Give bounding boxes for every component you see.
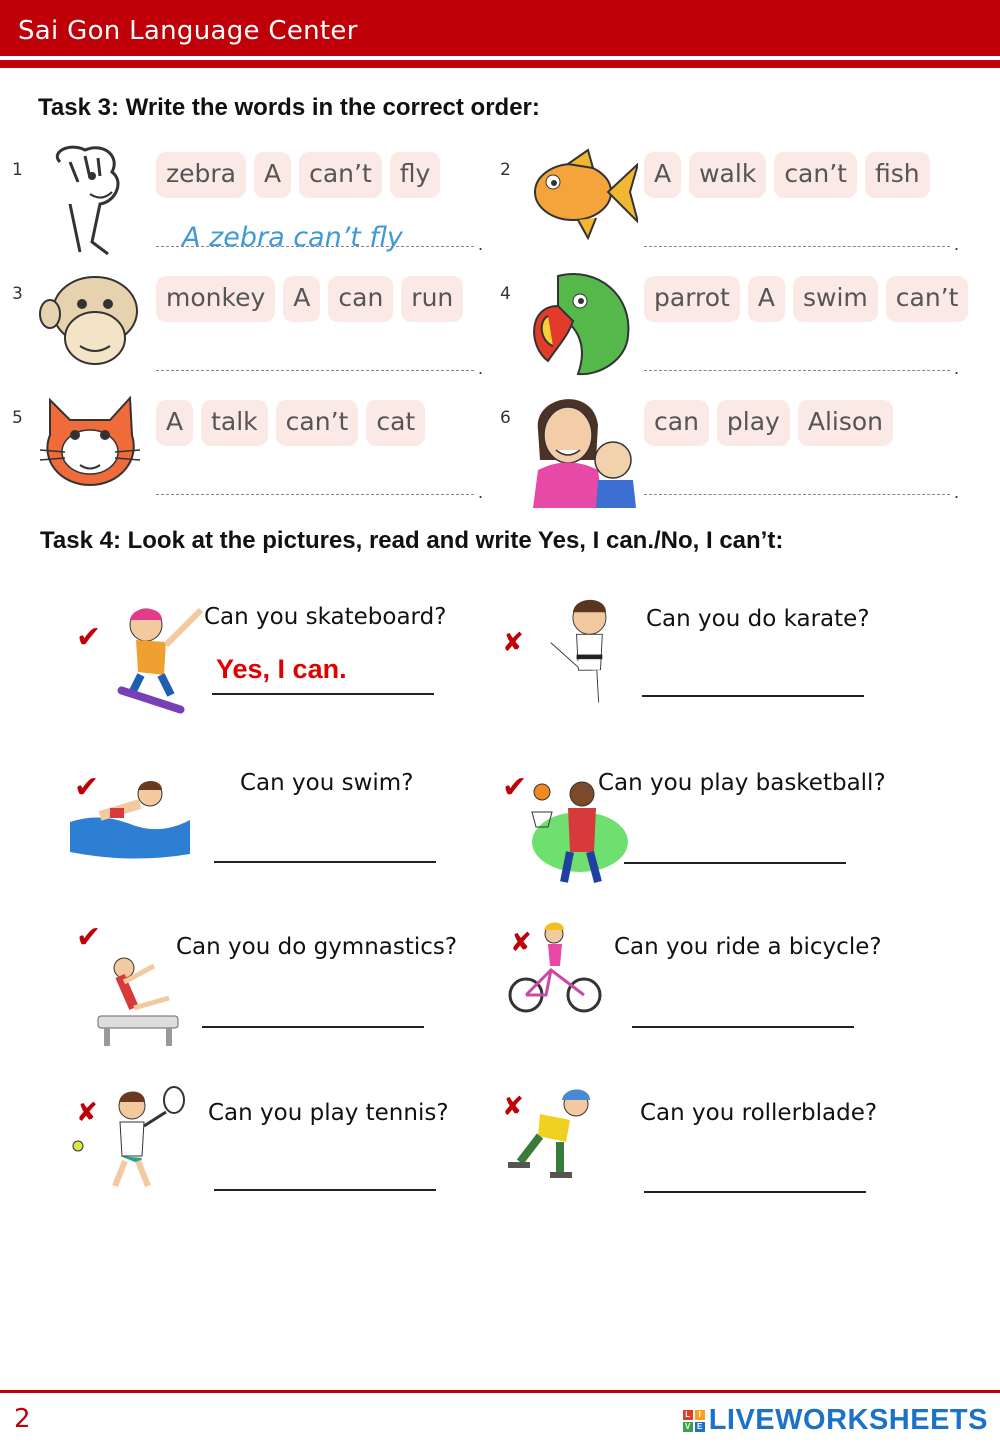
answer-line[interactable] — [642, 695, 864, 697]
question-text: Can you rollerblade? — [640, 1100, 878, 1126]
word-chip[interactable]: monkey — [156, 276, 275, 322]
task3-item — [12, 398, 502, 516]
cross-mark-icon: ✘ — [76, 1098, 98, 1128]
task4-item — [70, 766, 510, 896]
word-chip[interactable]: talk — [201, 400, 268, 446]
item-number: 1 — [12, 160, 23, 180]
item-number: 2 — [500, 160, 511, 180]
header-title: Sai Gon Language Center — [18, 16, 358, 46]
answer-line[interactable] — [644, 370, 950, 371]
word-chip[interactable]: fish — [865, 152, 930, 198]
task4-item — [70, 598, 510, 728]
word-chip[interactable]: can’t — [774, 152, 857, 198]
period: . — [478, 358, 484, 378]
task3-heading: Task 3: Write the words in the correct order: — [38, 94, 540, 121]
cat-picture — [30, 390, 150, 508]
word-chip[interactable]: A — [748, 276, 785, 322]
question-text: Can you skateboard? — [204, 604, 447, 630]
word-chip[interactable]: parrot — [644, 276, 740, 322]
word-chips — [156, 276, 463, 322]
word-chip[interactable]: can — [328, 276, 393, 322]
word-chips — [644, 276, 968, 322]
word-chip[interactable]: can’t — [276, 400, 359, 446]
rollerblader-picture — [500, 1086, 600, 1186]
item-number: 4 — [500, 284, 511, 304]
word-chips — [156, 152, 440, 198]
answer-line[interactable] — [644, 494, 950, 495]
cyclist-picture — [506, 920, 602, 1020]
question-text: Can you play basketball? — [598, 770, 886, 796]
period: . — [478, 482, 484, 502]
answer-line[interactable] — [212, 693, 434, 695]
answer-line[interactable] — [202, 1026, 424, 1028]
word-chip[interactable]: walk — [689, 152, 766, 198]
task4-item — [500, 928, 940, 1058]
word-chip[interactable]: swim — [793, 276, 878, 322]
cross-mark-icon: ✘ — [510, 928, 532, 958]
task3-item — [500, 274, 990, 392]
tennis-player-picture — [70, 1086, 194, 1198]
gymnast-picture — [94, 938, 186, 1048]
logo-letter: E — [695, 1422, 705, 1432]
fish-picture — [518, 142, 638, 260]
question-text: Can you swim? — [240, 770, 414, 796]
item-number: 3 — [12, 284, 23, 304]
girl-with-doll-picture — [518, 390, 638, 508]
logo-letter: L — [683, 1410, 693, 1420]
answer-text[interactable]: A zebra can’t fly — [182, 222, 403, 253]
word-chips — [644, 400, 893, 446]
word-chip[interactable]: zebra — [156, 152, 246, 198]
word-chip[interactable]: A — [283, 276, 320, 322]
question-text: Can you do gymnastics? — [176, 934, 458, 960]
footer-divider — [0, 1390, 1000, 1393]
word-chip[interactable]: fly — [390, 152, 441, 198]
liveworksheets-brand[interactable] — [683, 1404, 988, 1437]
check-mark-icon: ✔ — [76, 920, 102, 955]
task4-item — [500, 1092, 940, 1222]
word-chip[interactable]: cat — [366, 400, 425, 446]
task4-item — [70, 920, 510, 1058]
answer-line[interactable] — [156, 494, 474, 495]
answer-line[interactable] — [624, 862, 846, 864]
period: . — [954, 358, 960, 378]
word-chip[interactable]: A — [156, 400, 193, 446]
check-mark-icon: ✔ — [74, 770, 100, 805]
answer-line[interactable] — [214, 1189, 436, 1191]
item-number: 6 — [500, 408, 511, 428]
task4-item — [500, 766, 940, 896]
word-chip[interactable]: Alison — [798, 400, 893, 446]
answer-line[interactable] — [214, 861, 436, 863]
word-chip[interactable]: A — [644, 152, 681, 198]
check-mark-icon: ✔ — [76, 620, 102, 655]
parrot-picture — [518, 266, 638, 384]
swimmer-picture — [70, 772, 190, 862]
cross-mark-icon: ✘ — [502, 1092, 524, 1122]
period: . — [954, 482, 960, 502]
header-divider — [0, 60, 1000, 68]
answer-line[interactable] — [632, 1026, 854, 1028]
question-text: Can you play tennis? — [208, 1100, 449, 1126]
check-mark-icon: ✔ — [502, 770, 528, 805]
period: . — [478, 234, 484, 254]
task3-item — [12, 274, 502, 392]
word-chips — [644, 152, 930, 198]
answer-line[interactable] — [156, 370, 474, 371]
word-chip[interactable]: can — [644, 400, 709, 446]
zebra-picture — [30, 142, 150, 260]
word-chip[interactable]: A — [254, 152, 291, 198]
task4-item — [500, 598, 940, 728]
skateboarder-picture — [106, 600, 216, 715]
word-chip[interactable]: play — [717, 400, 790, 446]
period: . — [954, 234, 960, 254]
answer-line[interactable] — [644, 1191, 866, 1193]
word-chip[interactable]: can’t — [299, 152, 382, 198]
task4-heading: Task 4: Look at the pictures, read and write Yes, I can./No, I can’t: — [40, 527, 784, 554]
task3-item — [500, 398, 990, 516]
word-chips — [156, 400, 425, 446]
logo-letter: V — [683, 1422, 693, 1432]
task4-item — [70, 1092, 510, 1222]
monkey-picture — [30, 266, 150, 384]
answer-text[interactable]: Yes, I can. — [216, 654, 347, 684]
task3-item — [500, 150, 990, 268]
question-text: Can you do karate? — [646, 606, 870, 632]
question-text: Can you ride a bicycle? — [614, 934, 882, 960]
answer-line[interactable] — [156, 246, 474, 247]
page-number: 2 — [14, 1404, 31, 1434]
task3-item — [12, 150, 502, 268]
word-chip[interactable]: can’t — [886, 276, 969, 322]
karate-kid-picture — [528, 592, 638, 707]
logo-letter: I — [695, 1410, 705, 1420]
word-chip[interactable]: run — [401, 276, 463, 322]
cross-mark-icon: ✘ — [502, 628, 524, 658]
answer-line[interactable] — [644, 246, 950, 247]
brand-name: LIVEWORKSHEETS — [708, 1404, 988, 1436]
liveworksheets-logo-icon — [683, 1410, 705, 1432]
item-number: 5 — [12, 408, 23, 428]
